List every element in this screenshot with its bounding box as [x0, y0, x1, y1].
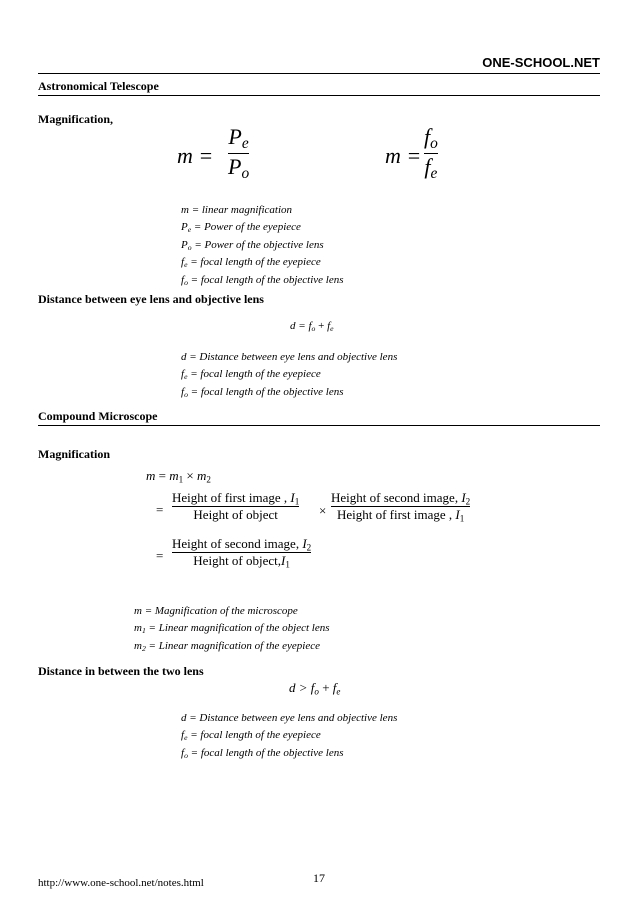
formula-power-num-sub: e [241, 134, 249, 152]
legend-item: $P_e$ = Power of the eyepiece [181, 221, 301, 235]
telescope-formula-power-fraction [228, 124, 249, 183]
telescope-formula-focal-lhs: m = [385, 143, 422, 168]
microscope-fraction-second: Height of second image, $I_2$ Height of first image , $I_1$ [331, 490, 471, 524]
footer-url[interactable]: http://www.one-school.net/notes.html [38, 877, 204, 889]
legend-item: $m_2$ = Linear magnification of the eyepiece [134, 639, 321, 653]
microscope-formula-line1: $m = m_1 \times m_2$ [146, 468, 211, 485]
legend-item: $f_o$ = focal length of the objective lens [181, 746, 344, 760]
section-title-microscope: Compound Microscope [38, 409, 158, 423]
section-rule-microscope [38, 425, 600, 426]
telescope-distance-label: Distance between eye lens and objective lens [38, 292, 264, 306]
formula-power-num: P [228, 124, 242, 149]
legend-item: d = Distance between eye lens and objective lens [181, 351, 398, 363]
legend-item: d = Distance between eye lens and objective lens [181, 712, 398, 724]
site-brand: ONE-SCHOOL.NET [482, 55, 600, 70]
formula-focal-num-sub: o [430, 134, 438, 152]
legend-item: $m_1$ = Linear magnification of the object lens [134, 622, 330, 636]
legend-item: m = linear magnification [181, 204, 293, 216]
formula-focal-den-sub: e [430, 164, 438, 182]
telescope-magnification-label: Magnification, [38, 112, 113, 126]
formula-power-den-sub: o [241, 164, 250, 182]
microscope-distance-legend [181, 711, 397, 763]
legend-item: $f_e$ = focal length of the eyepiece [181, 729, 321, 743]
formula-power-den: P [228, 153, 242, 179]
microscope-magnification-label: Magnification [38, 447, 110, 461]
legend-item: $f_e$ = focal length of the eyepiece [181, 256, 321, 270]
microscope-fraction-first: Height of first image , $I_1$ Height of object [172, 490, 300, 523]
legend-item: $P_o$ = Power of the objective lens [181, 238, 324, 252]
legend-item: $f_e$ = focal length of the eyepiece [181, 368, 321, 382]
microscope-fraction-result: Height of second image, $I_2$ Height of $object,I_1$ [172, 536, 312, 570]
formula-focal-num: f [424, 124, 431, 149]
section-rule-telescope [38, 95, 600, 96]
legend-item: $f_o$ = focal length of the objective lens [181, 385, 344, 399]
legend-item: m = Magnification of the microscope [134, 605, 298, 617]
equals-sign: = [156, 502, 164, 517]
legend-item: $f_o$ = focal length of the objective lens [181, 273, 344, 287]
microscope-distance-formula: $d > f_o + f_e$ [289, 680, 341, 697]
microscope-legend [134, 604, 330, 656]
times-sign: × [319, 503, 327, 518]
header-rule [38, 73, 600, 74]
telescope-distance-formula: $d = f_o + f_e$ [290, 320, 334, 333]
page-number: 17 [313, 871, 325, 885]
microscope-distance-label: Distance in between the two lens [38, 664, 204, 678]
telescope-formula-power-lhs: m = [177, 143, 214, 168]
equals-sign: = [156, 548, 164, 563]
formula-focal-den: f [424, 153, 431, 179]
telescope-formula-focal-fraction [424, 124, 438, 183]
telescope-legend [181, 203, 343, 290]
telescope-distance-legend [181, 350, 397, 402]
section-title-telescope: Astronomical Telescope [38, 79, 159, 93]
